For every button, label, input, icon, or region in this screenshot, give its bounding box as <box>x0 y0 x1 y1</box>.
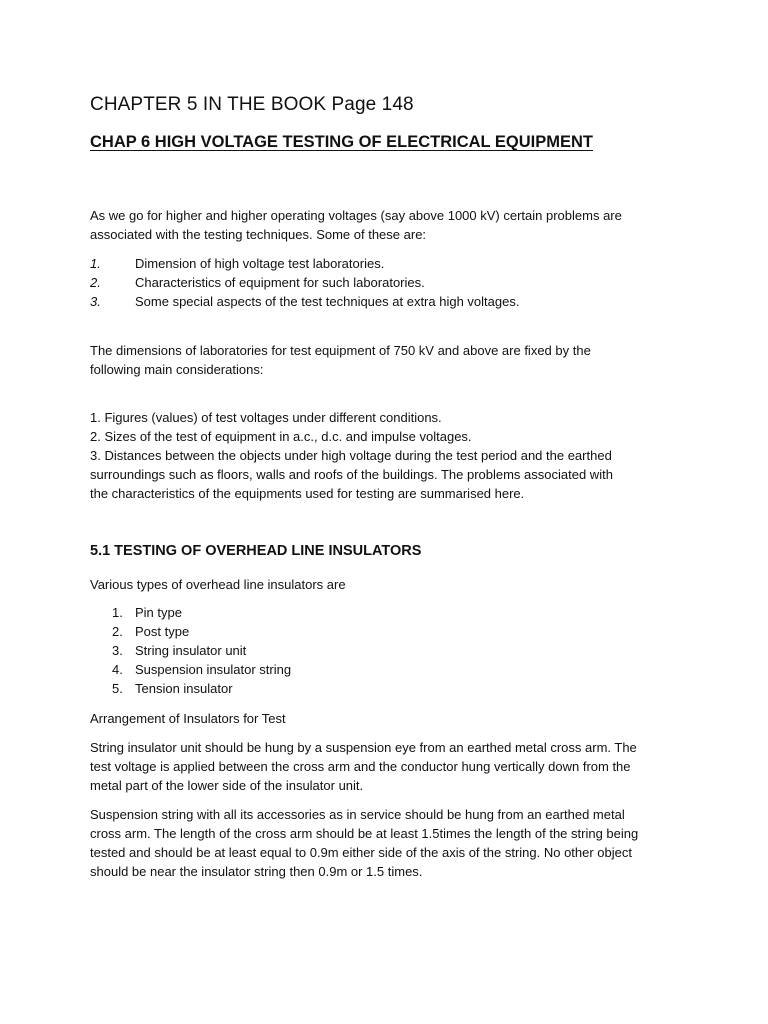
text-line: As we go for higher and higher operating voltages (say above 1000 kV) certain problems are <box>90 208 622 223</box>
section-heading: 5.1 TESTING OF OVERHEAD LINE INSULATORS <box>90 543 422 559</box>
list-text: Some special aspects of the test techniques at extra high voltages. <box>135 294 520 309</box>
list-number: 3. <box>112 643 123 658</box>
list-item <box>90 660 690 679</box>
text-line: Suspension string with all its accessories as in service should be hung from an earthed metal <box>90 807 625 822</box>
chapter-title: CHAP 6 HIGH VOLTAGE TESTING OF ELECTRICAL EQUIPMENT <box>90 133 593 151</box>
types-intro: Various types of overhead line insulators are <box>90 577 346 592</box>
insulator-types-list <box>90 603 690 698</box>
dimensions-paragraph <box>90 341 690 379</box>
list-number: 3. <box>90 294 101 309</box>
text-line: 1. Figures (values) of test voltages under different conditions. <box>90 410 442 425</box>
text-line: String insulator unit should be hung by a suspension eye from an earthed metal cross arm. The <box>90 740 637 755</box>
string-unit-paragraph <box>90 738 690 795</box>
text-line: 2. Sizes of the test of equipment in a.c., d.c. and impulse voltages. <box>90 429 472 444</box>
list-number: 2. <box>90 275 101 290</box>
text-line: following main considerations: <box>90 362 264 377</box>
list-number: 5. <box>112 681 123 696</box>
list-number: 1. <box>112 605 123 620</box>
text-line: cross arm. The length of the cross arm should be at least 1.5times the length of the string being <box>90 826 639 841</box>
list-number: 4. <box>112 662 123 677</box>
text-line: The dimensions of laboratories for test equipment of 750 kV and above are fixed by the <box>90 343 591 358</box>
list-item <box>90 679 690 698</box>
text-line: surroundings such as floors, walls and roofs of the buildings. The problems associated with <box>90 467 613 482</box>
problems-list <box>90 254 690 311</box>
list-item <box>90 641 690 660</box>
list-number: 2. <box>112 624 123 639</box>
list-item <box>90 254 690 273</box>
list-item <box>90 622 690 641</box>
chapter-reference: CHAPTER 5 IN THE BOOK Page 148 <box>90 94 414 115</box>
list-text: Post type <box>135 624 190 639</box>
text-line: 3. Distances between the objects under high voltage during the test period and the earthed <box>90 448 612 463</box>
text-line: associated with the testing techniques. Some of these are: <box>90 227 427 242</box>
text-line: tested and should be at least equal to 0.9m either side of the axis of the string. No other object <box>90 845 633 860</box>
list-text: Suspension insulator string <box>135 662 292 677</box>
text-line: metal part of the lower side of the insulator unit. <box>90 778 364 793</box>
list-text: Tension insulator <box>135 681 233 696</box>
text-line: the characteristics of the equipments used for testing are summarised here. <box>90 486 525 501</box>
list-text: String insulator unit <box>135 643 247 658</box>
list-text: Dimension of high voltage test laboratories. <box>135 256 385 271</box>
list-item <box>90 292 690 311</box>
list-item <box>90 603 690 622</box>
list-item <box>90 273 690 292</box>
list-text: Pin type <box>135 605 182 620</box>
list-text: Characteristics of equipment for such laboratories. <box>135 275 425 290</box>
intro-paragraph <box>90 206 690 244</box>
suspension-paragraph <box>90 805 690 881</box>
list-number: 1. <box>90 256 101 271</box>
considerations-paragraph <box>90 408 690 503</box>
text-line: should be near the insulator string then 0.9m or 1.5 times. <box>90 864 423 879</box>
text-line: test voltage is applied between the cross arm and the conductor hung vertically down from the <box>90 759 631 774</box>
arrangement-heading: Arrangement of Insulators for Test <box>90 711 286 726</box>
